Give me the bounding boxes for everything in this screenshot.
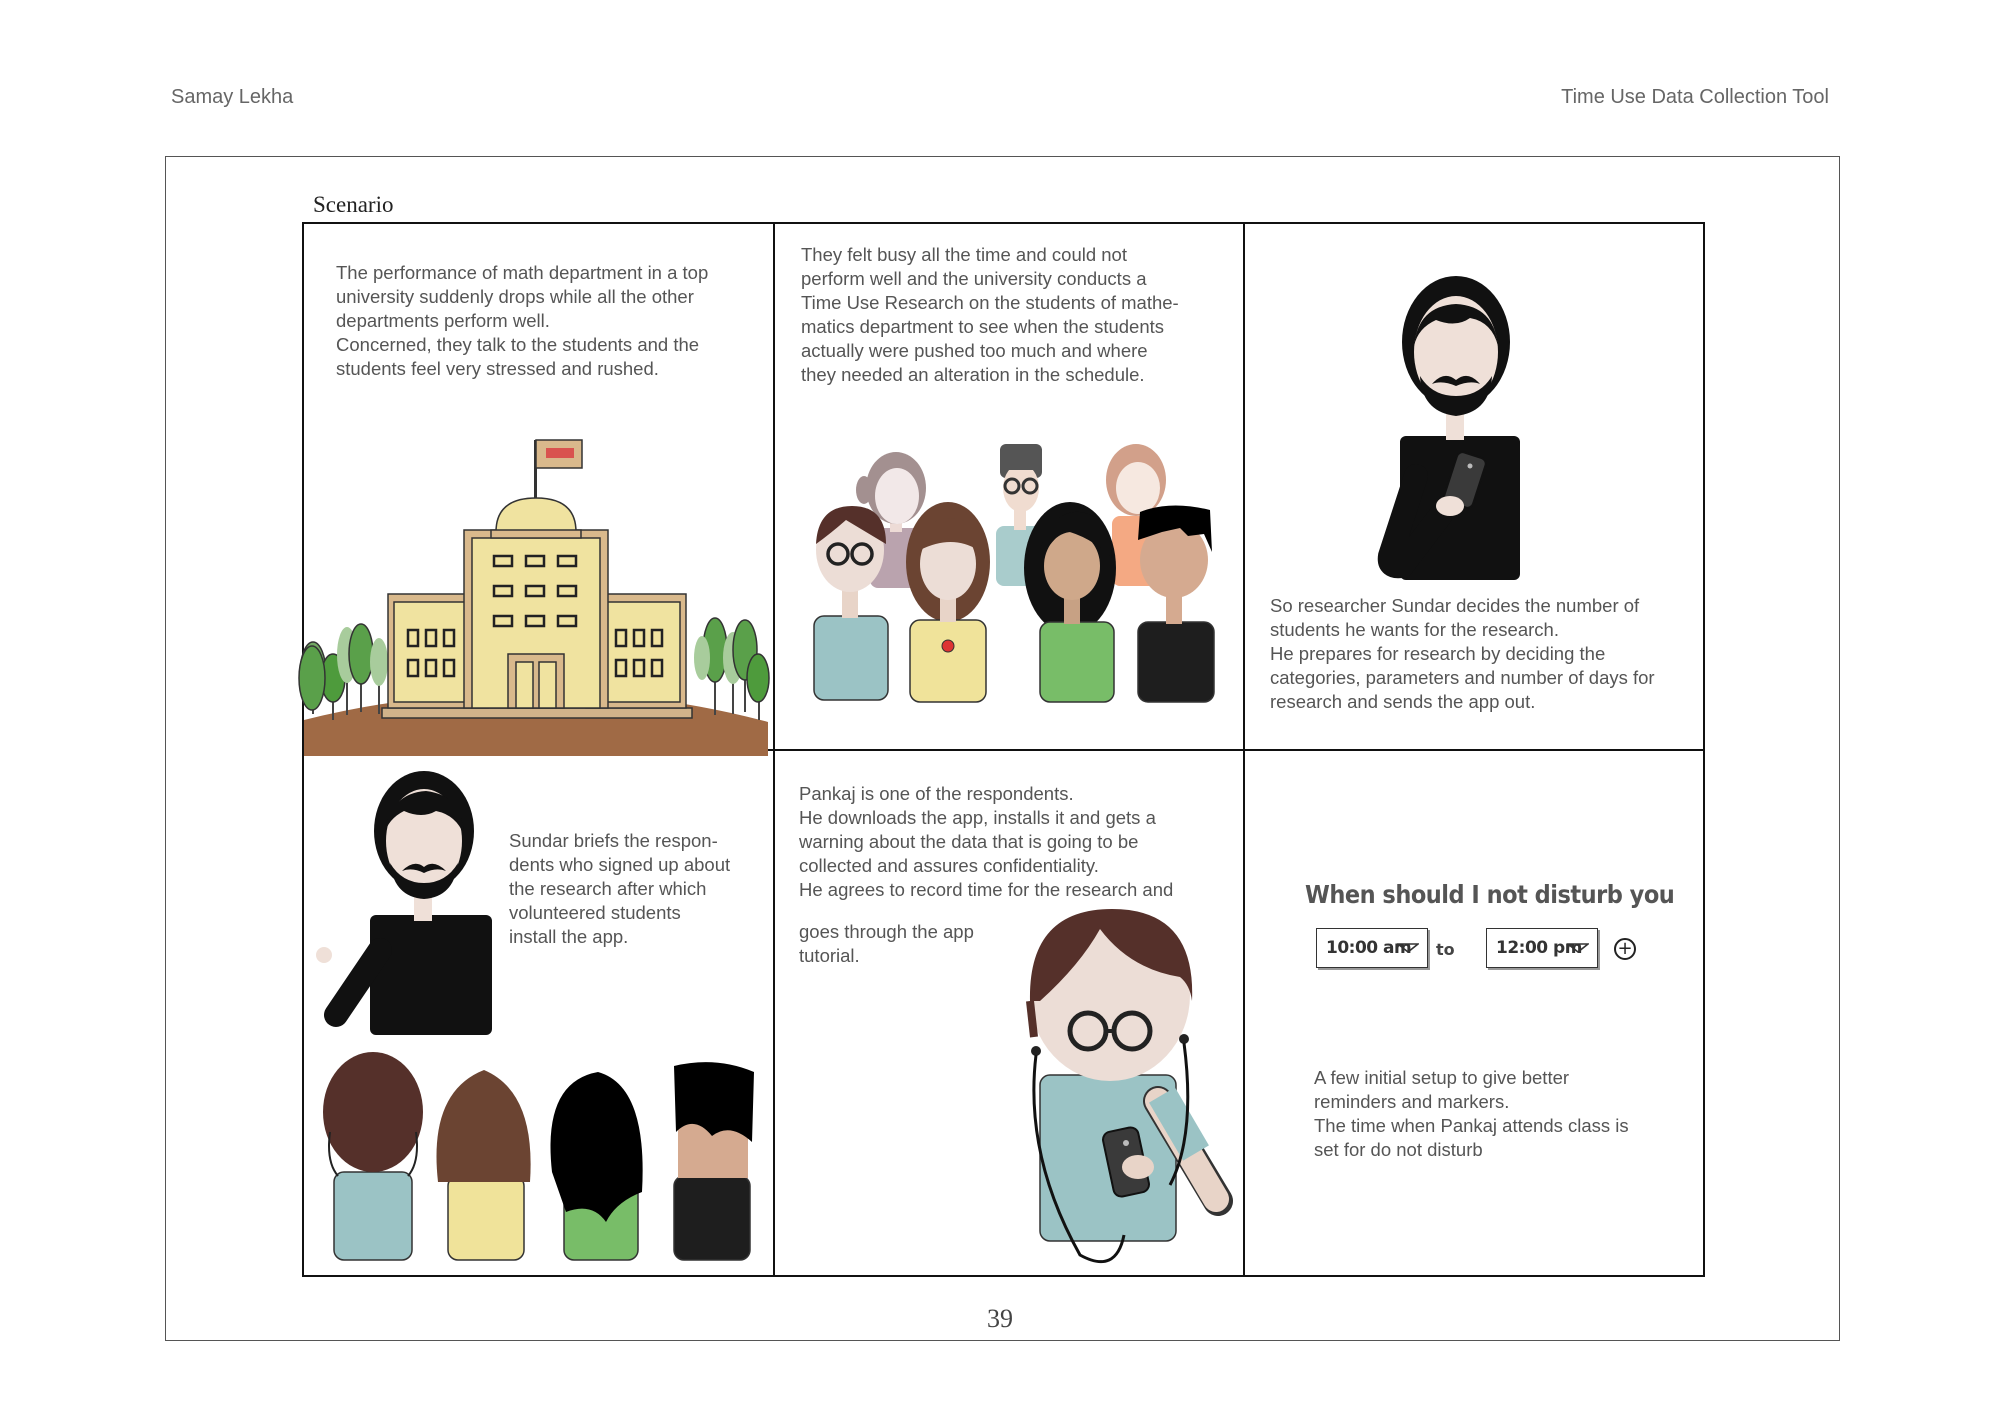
chevron-down-icon xyxy=(1397,943,1419,953)
sundar-briefing-illustration xyxy=(310,765,510,1035)
chevron-down-icon xyxy=(1567,943,1589,953)
section-title: Scenario xyxy=(313,192,394,217)
header-author: Samay Lekha xyxy=(171,86,294,108)
pankaj-phone-illustration xyxy=(1020,905,1240,1275)
dnd-to-time-value: 12:00 pm xyxy=(1496,938,1582,958)
panel-2-text: They felt busy all the time and could not perform well and the university conducts a Time Use Research on the students of mathe- matics department to see when the students actually were pushed too much and where they needed an alteration in the schedule. xyxy=(801,244,1179,385)
students-back-view-illustration xyxy=(316,1052,756,1268)
panel-5-text-continued: goes through the app tutorial. xyxy=(799,921,974,966)
add-time-range-button[interactable]: + xyxy=(1614,938,1636,960)
dnd-title: When should I not disturb you xyxy=(1305,880,1675,909)
panel-5-text: Pankaj is one of the respondents. He downloads the app, installs it and gets a warning about the data that is going to be collected and assures confidentiality. He agrees to record time for the research and xyxy=(799,783,1174,900)
researcher-sundar-illustration xyxy=(1370,266,1550,580)
header-doc-title: Time Use Data Collection Tool xyxy=(1561,86,1829,108)
panel-3-text: So researcher Sundar decides the number of students he wants for the research. He prepares for research by deciding the categories, parameters and number of days for research and sends the app out. xyxy=(1270,595,1655,712)
dnd-to-label: to xyxy=(1436,940,1455,959)
panel-4-text: Sundar briefs the respon- dents who signed up about the research after which volunteered students install the app. xyxy=(509,830,731,947)
dnd-to-time-select[interactable] xyxy=(1486,928,1598,968)
dnd-from-time-value: 10:00 am xyxy=(1326,938,1412,958)
page-number: 39 xyxy=(987,1304,1013,1333)
panel-6-text: A few initial setup to give better reminders and markers. The time when Pankaj attends class is set for do not disturb xyxy=(1314,1067,1629,1160)
trees-right xyxy=(694,618,769,720)
university-building-illustration xyxy=(296,430,774,756)
students-group-illustration xyxy=(800,440,1220,705)
panel-1-text: The performance of math department in a top university suddenly drops while all the other departments perform well. Concerned, they talk to the students and the students feel very stressed and rushed. xyxy=(336,262,709,379)
dnd-from-time-select[interactable] xyxy=(1316,928,1428,968)
